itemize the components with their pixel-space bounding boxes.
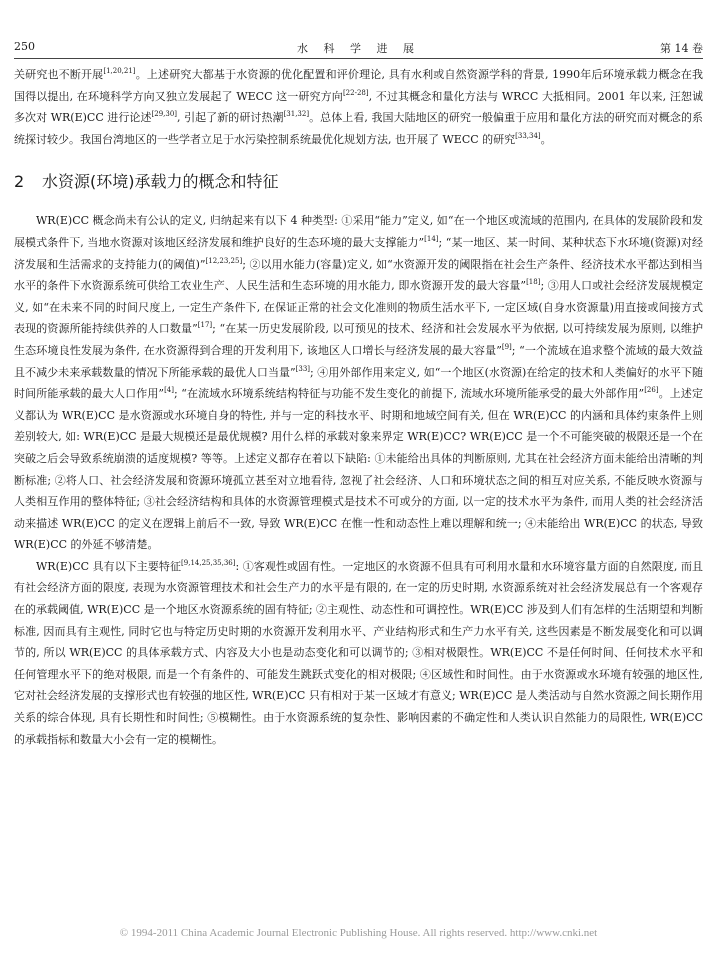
text-run: 关研究也不断开展 — [14, 68, 104, 81]
section-title: 水资源(环境)承载力的概念和特征 — [42, 172, 279, 192]
citation: [26] — [644, 386, 659, 395]
text-run: ; “在某一历史发展阶段, 以可预见的技术、经济和社会发展水平为依据, 以可持续发展为原则, 以维护生态环境良性发展为条件, 在水资源得到合理的开发利用下, 该地区人口增长与经济发展的最大容量” — [14, 322, 703, 357]
citation: [12,23,25] — [205, 256, 243, 265]
text-run: ; “一个流域在追求整个流域的最大效益且不减少未来承载数量的情况下所能承载的最优人口当量” — [14, 343, 703, 379]
section-heading — [14, 171, 703, 193]
citation: [22-28] — [342, 88, 369, 97]
journal-title: 水 科 学 进 展 — [297, 42, 420, 55]
text-run: , 引起了新的研讨热潮 — [177, 111, 284, 125]
definition-paragraph — [14, 210, 703, 556]
citation: [31,32] — [283, 110, 310, 119]
page-number: 250 — [14, 40, 35, 53]
text-run: ; “在流域水环境系统结构特征与功能不发生变化的前提下, 流域水环境所能承受的最大外部作用” — [173, 387, 645, 401]
features-paragraph — [14, 556, 703, 750]
citation: [9] — [501, 342, 512, 351]
text-run: , 不过其概念和量化方法与 WRCC 大抵相同。2001 年以来, 汪恕诚多次对 WR(E)CC 进行论述 — [14, 89, 703, 125]
citation: [14] — [424, 234, 439, 243]
copyright-footer: © 1994-2011 China Academic Journal Electronic Publishing House. All rights reserved. http://www.cnki.net — [119, 927, 598, 939]
text-run: ; ④用外部作用来定义, 如“一个地区(水资源)在给定的技术和人类偏好的水平下随时间所能承载的最大人口作用” — [14, 365, 703, 401]
text-run: 。 — [540, 132, 552, 146]
volume-label: 第 14 卷 — [660, 42, 703, 55]
running-header — [14, 40, 703, 59]
text-run: 。总体上看, 我国大陆地区的研究一般偏重于应用和量化方法的研究而对概念的系统探讨较少。我国台湾地区的一些学者立足于水污染控制系统最优化规划方法, 也开展了 WECC 的研究 — [14, 111, 703, 146]
text-run: ; “某一地区、某一时间、某种状态下水环境(资源)对经济发展和生活需求的支持能力(的阈值)” — [14, 235, 703, 271]
citation: [29,30] — [151, 110, 178, 119]
section-number: 2 — [14, 172, 25, 192]
intro-paragraph — [14, 64, 703, 150]
citation: [33,34] — [515, 131, 541, 140]
text-run: WR(E)CC 概念尚未有公认的定义, 归纳起来有以下 4 种类型: ①采用“能力”定义, 如“在一个地区或流域的范围内, 在具体的发展阶段和发展模式条件下, 当地水资源对该地区经济发展和维护良好的生态环境的最大支撑能力” — [14, 214, 703, 249]
text-run: 。上述研究大都基于水资源的优化配置和评价理论, 具有水利或自然资源学科的背景, 1990年后环境承载力概念在我国得以提出, 在环境科学方向又独立发展起了 WECC 这一研究方向 — [14, 68, 703, 103]
text-run: : ①客观性或固有性。一定地区的水资源不但具有可利用水量和水环境容量方面的自然限度, 而且有社会经济方面的限度, 表现为水资源管理技术和社会生产力的水平是有限的, 在一定的历史时期, 水资源系统对社会经济发展总有一个客观存在的承载阈值, WR(E)CC 是一个地区水资源系统的固有特征; ②主观性、动态性和可调控性。WR(E)CC 涉及到人们有怎样的生活期望和判断标准, 因而具有主观性, 同时它也与特定历史时期的水资源开发利用水平、产业结构形式和生产力水平有关, 这些因素是不断发展变化和可以调节的, 所以 WR(E)CC 的具体承载方式、内容及大小也是动态变化和可以调节的; ③相对极限性。WR(E)CC 不是任何时间、任何技术水平和任何管理水平下的绝对极限, 而是一个有条件的、可能发生跳跃式变化的相对极限; ④区域性和时间性。由于水资源或水环境有较强的地区性, 它对社会经济发展的支撑形式也有较强的地区性, WR(E)CC 只有相对于某一区域才有意义; WR(E)CC 是人类活动与自然水资源之间长期作用关系的综合体现, 具有长期性和时间性; ⑤模糊性。由于水资源系统的复杂性、影响因素的不确定性和人类认识自然能力的局限性, WR(E)CC 的承载指标和数量大小会有一定的模糊性。 — [14, 559, 703, 746]
text-run: ; ②以用水能力(容量)定义, 如“水资源开发的阈限指在社会生产条件、经济技术水平都达到相当水平的条件下水资源系统可供给工农业生产、人民生活和生态环境的用水能力, 即水资源开发的最大容量” — [14, 257, 703, 293]
citation: [17] — [197, 321, 213, 330]
article-body — [14, 64, 703, 750]
citation: [4] — [164, 386, 174, 395]
citation: [18] — [526, 278, 541, 287]
text-run: WR(E)CC 具有以下主要特征 — [36, 559, 182, 573]
citation: [1,20,21] — [103, 67, 136, 75]
citation: [33] — [295, 364, 311, 373]
text-run: 。上述定义都认为 WR(E)CC 是水资源或水环境自身的特性, 并与一定的科技水平、时期和地域空间有关, 但在 WR(E)CC 的内涵和具体约束条件上则差别较大, 如: WR(E)CC 是最大规模还是最优规模? 用什么样的承载对象来界定 WR(E)CC? WR(E)CC 是一个不可能突破的极限还是一个在突破之后会导致系统崩溃的适度规模? 等等。上述定义都存在着以下缺陷: ①未能给出具体的判断原则, 尤其在社会经济方面未能给出清晰的判断标准; ②将人口、社会经济发展和资源环境孤立甚至对立地看待, 忽视了社会经济、人口和环境状态之间的相互对应关系, 不能反映水资源与人类相互作用的整体特征; ③社会经济结构和具体的水资源管理模式是技术不可或分的方面, 以一定的技术水平为条件, 而用人类的社会经济活动来描述 WR(E)CC 的定义在逻辑上前后不一致, 导致 WR(E)CC 在惟一性和动态性上难以理解和统一; ④未能给出 WR(E)CC 的状态, 导致 WR(E)CC 的外延不够清楚。 — [14, 387, 704, 552]
citation: [9,14,25,35,36] — [181, 558, 236, 567]
text-run: ; ③用人口或社会经济发展规模定义, 如“在未来不同的时间尺度上, 一定生产条件下, 在保证正常的社会文化准则的物质生活水平下, 一定区域(自身水资源量)用直接或间接方式表现的资源所能持续供养的人口数量” — [14, 279, 703, 336]
